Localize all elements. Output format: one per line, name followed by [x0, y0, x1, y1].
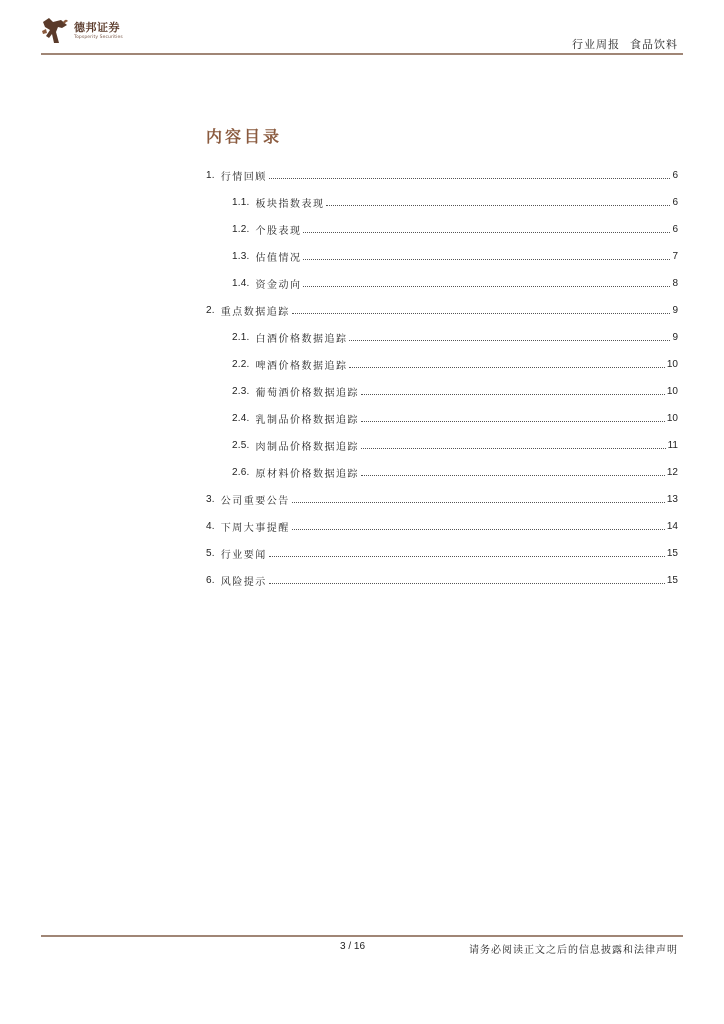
header-divider: [41, 53, 683, 55]
toc-entry-label: 风险提示: [220, 577, 267, 588]
toc-entry-label: 行情回顾: [220, 172, 267, 183]
toc-entry-number: 2.6.: [232, 467, 250, 478]
toc-dot-leader: [292, 529, 665, 530]
toc-entry-page: 11: [667, 440, 678, 451]
toc-entry-page: 12: [666, 467, 678, 478]
toc-entry-number: 1.1.: [232, 197, 250, 208]
toc-dot-leader: [269, 178, 671, 179]
toc-entry[interactable]: [206, 351, 678, 378]
toc-entry-label: 白酒价格数据追踪: [255, 334, 348, 345]
toc-entry[interactable]: [206, 189, 678, 216]
toc-entry-label: 葡萄酒价格数据追踪: [255, 388, 359, 399]
toc-entry[interactable]: [206, 513, 678, 540]
toc-list: [206, 162, 678, 594]
toc-dot-leader: [326, 205, 670, 206]
toc-entry-number: 2.2.: [232, 359, 250, 370]
toc-dot-leader: [361, 475, 665, 476]
toc-entry[interactable]: [206, 567, 678, 594]
toc-entry-label: 原材料价格数据追踪: [255, 469, 359, 480]
toc-entry-label: 下周大事提醒: [220, 523, 290, 534]
toc-entry-number: 1.2.: [232, 224, 250, 235]
brand-name-en: Topsperity Securities: [74, 34, 123, 40]
toc-dot-leader: [303, 232, 670, 233]
toc-entry-number: 2.: [206, 305, 215, 316]
toc-entry-number: 1.3.: [232, 251, 250, 262]
toc-dot-leader: [269, 556, 665, 557]
brand-name-cn: 德邦证券: [74, 20, 120, 34]
toc-dot-leader: [349, 367, 664, 368]
toc-entry-page: 6: [672, 197, 678, 208]
report-type: 行业周报: [572, 38, 620, 51]
toc-entry-page: 7: [672, 251, 678, 262]
toc-entry[interactable]: [206, 486, 678, 513]
toc-entry-number: 5.: [206, 548, 215, 559]
toc-entry-label: 个股表现: [255, 226, 302, 237]
toc-entry[interactable]: [206, 270, 678, 297]
toc-title: 内容目录: [206, 127, 283, 146]
toc-entry-number: 2.5.: [232, 440, 250, 451]
toc-entry-page: 6: [672, 170, 678, 181]
toc-entry-label: 乳制品价格数据追踪: [255, 415, 359, 426]
toc-dot-leader: [349, 340, 670, 341]
toc-entry[interactable]: [206, 216, 678, 243]
toc-entry-label: 估值情况: [255, 253, 302, 264]
footer-divider: [41, 935, 683, 937]
toc-entry-label: 板块指数表现: [255, 199, 325, 210]
toc-entry-page: 9: [672, 305, 678, 316]
toc-entry-page: 13: [666, 494, 678, 505]
page-number: 3 / 16: [340, 941, 366, 952]
brand-emblem-icon: [40, 16, 70, 46]
toc-entry-page: 15: [666, 575, 678, 586]
toc-entry-page: 9: [672, 332, 678, 343]
toc-entry-page: 8: [672, 278, 678, 289]
toc-entry-page: 10: [666, 386, 678, 397]
toc-entry[interactable]: [206, 162, 678, 189]
toc-entry-number: 4.: [206, 521, 215, 532]
brand-logo: [40, 16, 123, 46]
toc-entry[interactable]: [206, 378, 678, 405]
toc-entry-page: 10: [666, 359, 678, 370]
toc-entry-number: 2.3.: [232, 386, 250, 397]
toc-dot-leader: [303, 259, 670, 260]
toc-entry[interactable]: [206, 432, 678, 459]
toc-entry[interactable]: [206, 243, 678, 270]
toc-entry-page: 15: [666, 548, 678, 559]
toc-dot-leader: [361, 421, 665, 422]
toc-entry-number: 2.1.: [232, 332, 250, 343]
toc-dot-leader: [303, 286, 670, 287]
toc-entry-page: 14: [666, 521, 678, 532]
toc-entry-label: 资金动向: [255, 280, 302, 291]
toc-entry[interactable]: [206, 297, 678, 324]
toc-dot-leader: [361, 448, 666, 449]
report-category: [572, 36, 678, 52]
toc-entry-number: 1.4.: [232, 278, 250, 289]
toc-dot-leader: [292, 502, 665, 503]
toc-dot-leader: [361, 394, 665, 395]
toc-entry-page: 6: [672, 224, 678, 235]
toc-entry-page: 10: [666, 413, 678, 424]
page-header: [0, 0, 724, 60]
toc-entry-label: 行业要闻: [220, 550, 267, 561]
toc-entry[interactable]: [206, 324, 678, 351]
toc-entry[interactable]: [206, 540, 678, 567]
toc-entry-number: 1.: [206, 170, 215, 181]
toc-entry-label: 重点数据追踪: [220, 307, 290, 318]
legal-disclaimer: 请务必阅读正文之后的信息披露和法律声明: [469, 945, 678, 956]
toc-entry-number: 2.4.: [232, 413, 250, 424]
toc-entry-number: 6.: [206, 575, 215, 586]
toc-dot-leader: [269, 583, 665, 584]
toc-entry-label: 肉制品价格数据追踪: [255, 442, 359, 453]
toc-entry-label: 啤酒价格数据追踪: [255, 361, 348, 372]
toc-entry[interactable]: [206, 459, 678, 486]
report-sector: 食品饮料: [630, 38, 678, 51]
toc-entry-label: 公司重要公告: [220, 496, 290, 507]
toc-entry-number: 3.: [206, 494, 215, 505]
toc-entry[interactable]: [206, 405, 678, 432]
toc-dot-leader: [292, 313, 671, 314]
